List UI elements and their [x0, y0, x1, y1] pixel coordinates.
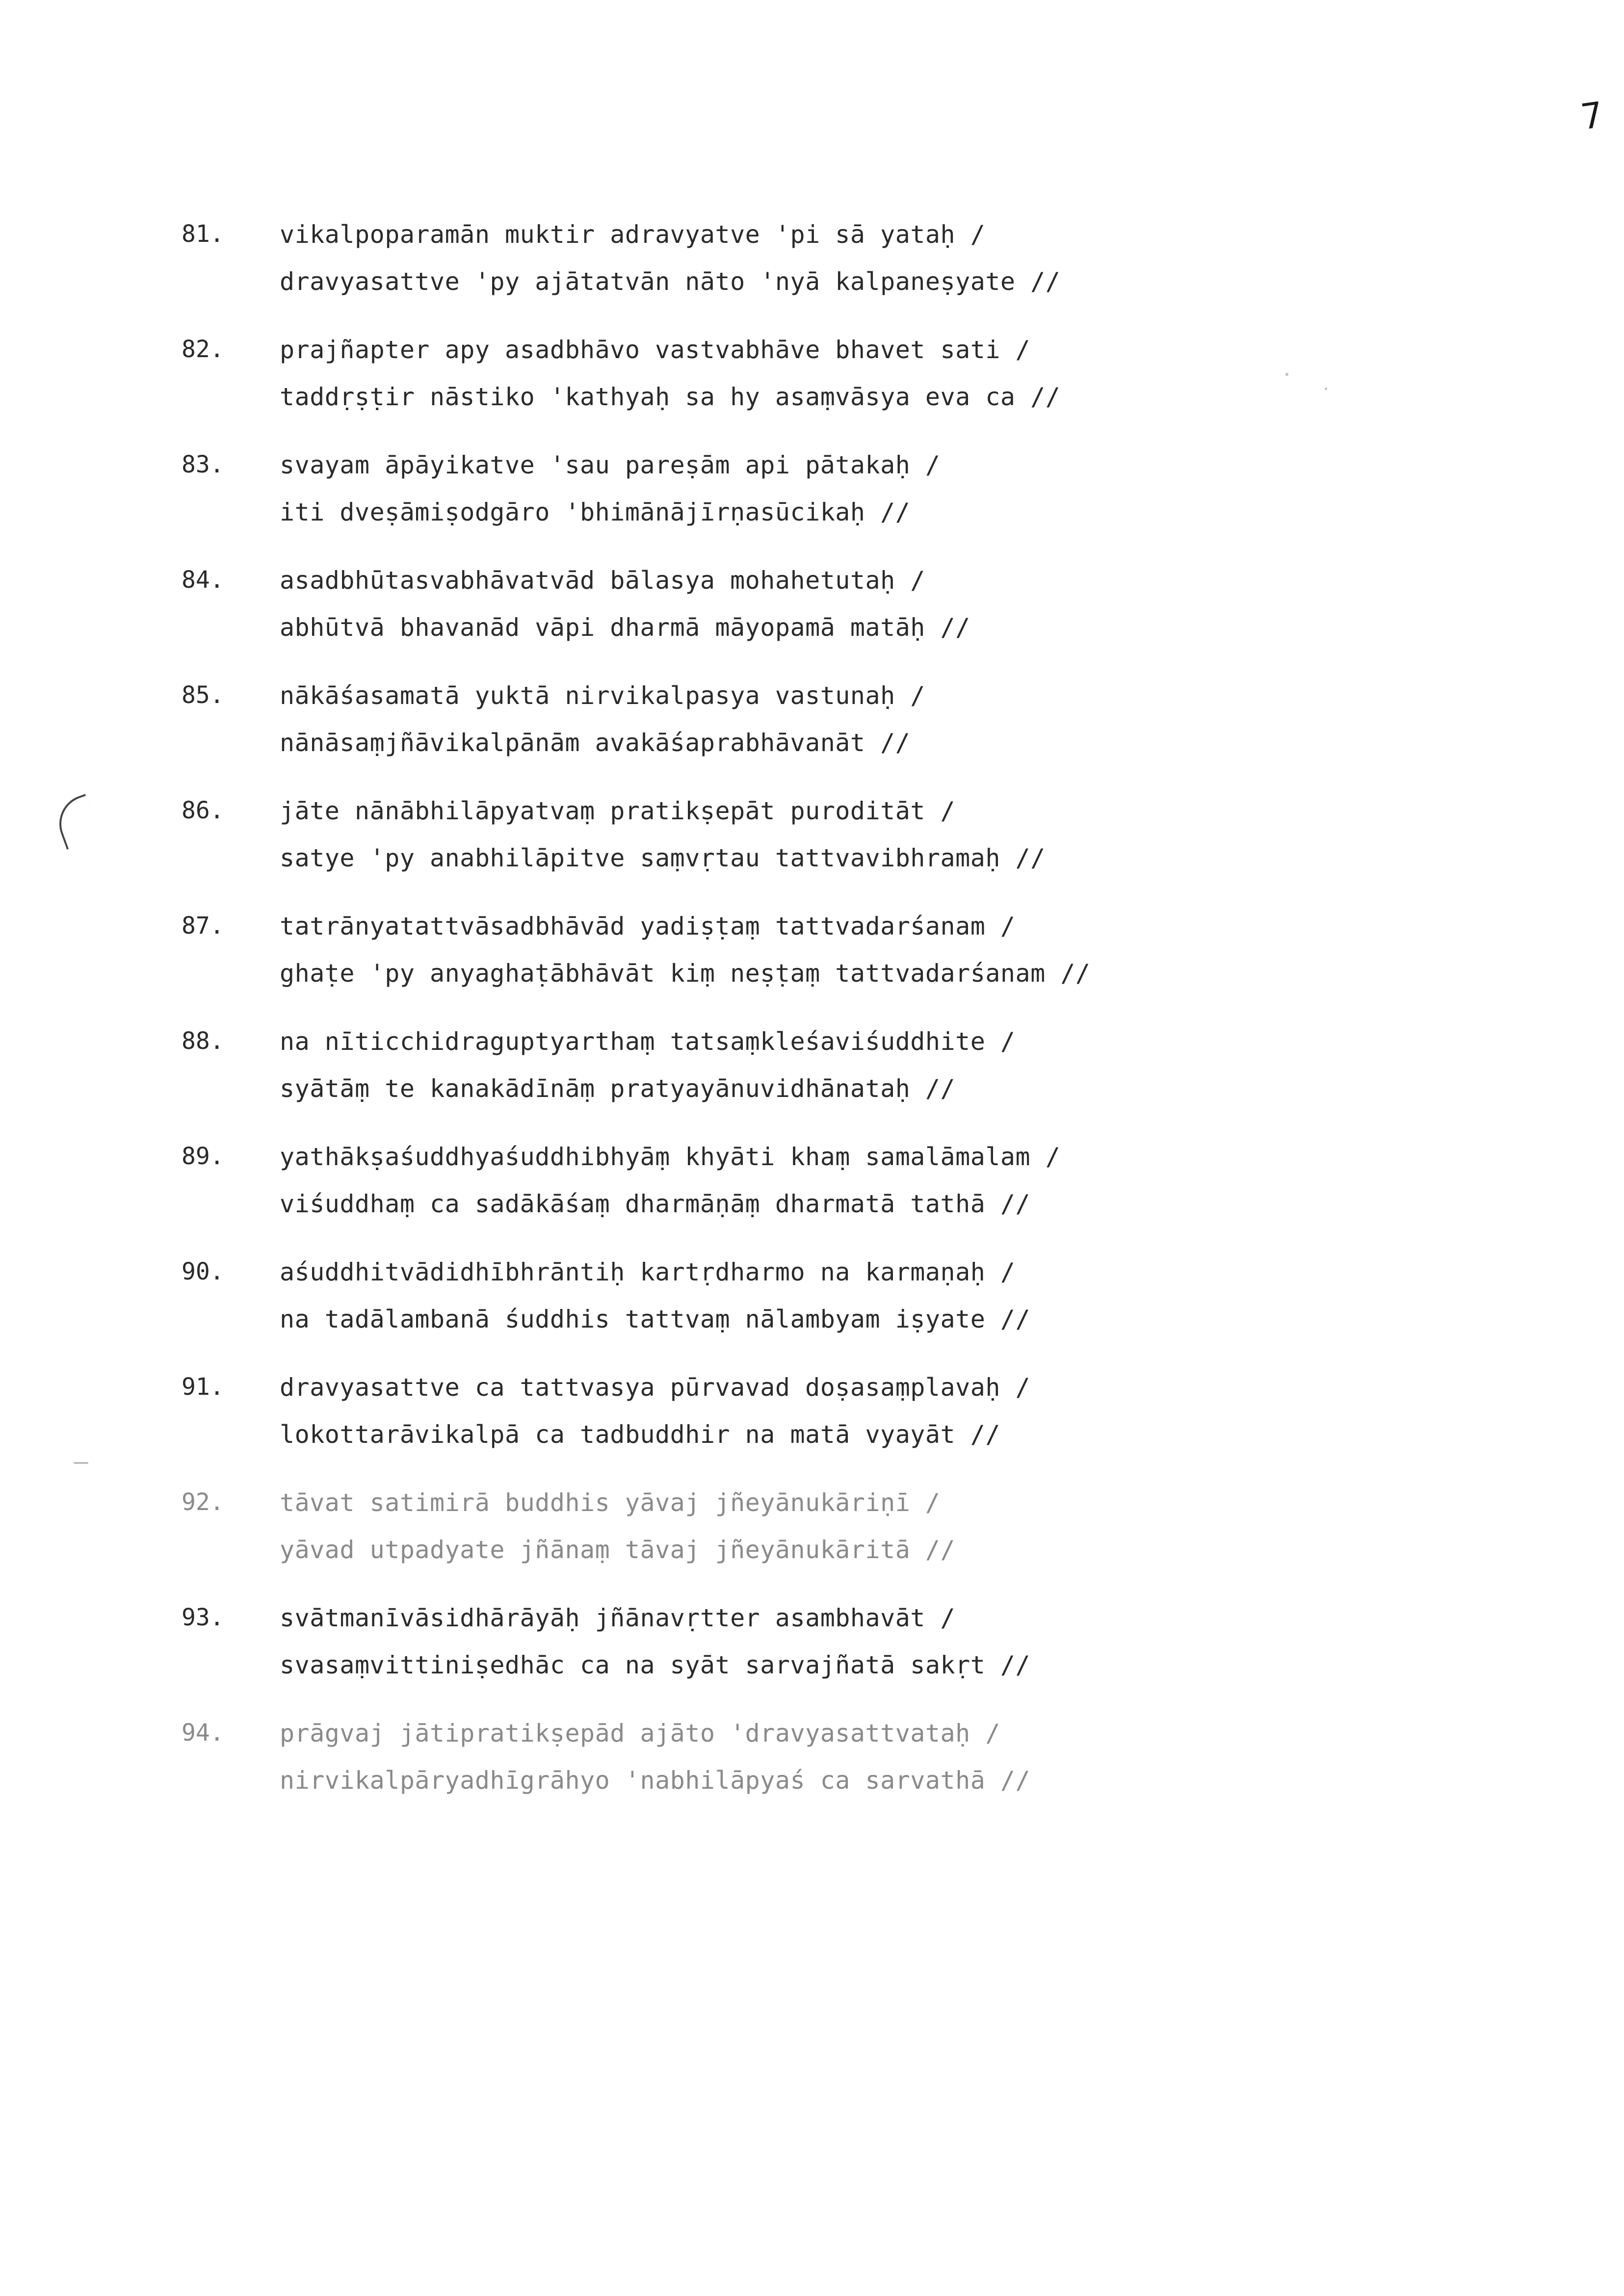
- verse: [167, 1018, 1492, 1133]
- verse-line: nirvikalpāryadhīgrāhyo 'nabhilāpyaś ca sarvathā //: [280, 1766, 1031, 1795]
- verse-line: viśuddhaṃ ca sadākāśaṃ dharmāṇāṃ dharmatā tathā //: [280, 1190, 1031, 1218]
- verse-line: tāvat satimirā buddhis yāvaj jñeyānukāriṇī /: [280, 1488, 941, 1517]
- verse-line: lokottarāvikalpā ca tadbuddhir na matā vyayāt //: [280, 1420, 1000, 1449]
- verse-line: na tadālambanā śuddhis tattvaṃ nālambyam iṣyate //: [280, 1305, 1031, 1333]
- verse: [167, 1710, 1492, 1825]
- verse: [167, 672, 1492, 787]
- verse-number: 86.: [182, 797, 224, 824]
- verse-number: 87.: [182, 912, 224, 939]
- verse: [167, 903, 1492, 1018]
- verse-number: 92.: [182, 1488, 224, 1516]
- verse-line: na nīticchidraguptyarthaṃ tatsaṃkleśaviśuddhite /: [280, 1027, 1016, 1056]
- verse: [167, 787, 1492, 903]
- verse: [167, 1364, 1492, 1479]
- verse-line: vikalpoparamān muktir adravyatve 'pi sā yataḥ /: [280, 220, 986, 249]
- verse-line: nākāśasamatā yuktā nirvikalpasya vastunaḥ /: [280, 681, 925, 710]
- verse-number: 93.: [182, 1604, 224, 1631]
- verse-line: iti dveṣāmiṣodgāro 'bhimānājīrṇasūcikaḥ //: [280, 498, 911, 526]
- verse: [167, 557, 1492, 672]
- verse-line: prajñapter apy asadbhāvo vastvabhāve bhavet sati /: [280, 336, 1031, 364]
- margin-bracket-mark: [51, 794, 101, 850]
- verse-number: 81.: [182, 220, 224, 248]
- verse-text: [280, 211, 1482, 305]
- verse: [167, 1479, 1492, 1594]
- page-number: 7: [1578, 94, 1606, 138]
- verse-text: [280, 442, 1482, 536]
- verse-number: 88.: [182, 1027, 224, 1055]
- verse: [167, 442, 1492, 557]
- verse-text: [280, 787, 1482, 882]
- verse-number: 85.: [182, 681, 224, 709]
- verse-text: [280, 1710, 1482, 1804]
- verse-list: [167, 211, 1492, 1825]
- verse-text: [280, 1364, 1482, 1458]
- scan-speck: [74, 1462, 88, 1464]
- verse-text: [280, 1249, 1482, 1343]
- verse-line: jāte nānābhilāpyatvaṃ pratikṣepāt puroditāt /: [280, 797, 956, 825]
- verse: [167, 1594, 1492, 1710]
- verse-line: nānāsaṃjñāvikalpānām avakāśaprabhāvanāt //: [280, 729, 911, 757]
- verse: [167, 326, 1492, 442]
- verse-text: [280, 1018, 1482, 1112]
- verse-text: [280, 903, 1482, 997]
- verse-line: yāvad utpadyate jñānaṃ tāvaj jñeyānukāritā //: [280, 1536, 956, 1564]
- verse-text: [280, 557, 1482, 651]
- verse-line: syātāṃ te kanakādīnāṃ pratyayānuvidhānataḥ //: [280, 1074, 956, 1103]
- verse-number: 84.: [182, 566, 224, 594]
- verse: [167, 1249, 1492, 1364]
- verse: [167, 211, 1492, 326]
- verse-text: [280, 1479, 1482, 1573]
- verse-number: 94.: [182, 1719, 224, 1747]
- verse-text: [280, 1133, 1482, 1227]
- verse-line: satye 'py anabhilāpitve saṃvṛtau tattvavibhramaḥ //: [280, 844, 1046, 872]
- verse-line: asadbhūtasvabhāvatvād bālasya mohahetutaḥ /: [280, 566, 925, 595]
- verse-line: abhūtvā bhavanād vāpi dharmā māyopamā matāḥ //: [280, 613, 970, 642]
- verse-line: taddṛṣṭir nāstiko 'kathyaḥ sa hy asaṃvāsya eva ca //: [280, 383, 1061, 411]
- verse-line: tatrānyatattvāsadbhāvād yadiṣṭaṃ tattvadarśanam /: [280, 912, 1016, 940]
- verse-number: 91.: [182, 1373, 224, 1401]
- verse-number: 89.: [182, 1143, 224, 1170]
- verse-number: 90.: [182, 1258, 224, 1285]
- verse-number: 83.: [182, 451, 224, 478]
- verse: [167, 1133, 1492, 1249]
- verse-text: [280, 326, 1482, 420]
- verse-text: [280, 1594, 1482, 1689]
- verse-text: [280, 672, 1482, 766]
- verse-line: svasaṃvittiniṣedhāc ca na syāt sarvajñatā sakṛt //: [280, 1651, 1031, 1679]
- verse-line: dravyasattve ca tattvasya pūrvavad doṣasaṃplavaḥ /: [280, 1373, 1031, 1402]
- verse-line: ghaṭe 'py anyaghaṭābhāvāt kiṃ neṣṭaṃ tattvadarśanam //: [280, 959, 1091, 988]
- verse-line: yathākṣaśuddhyaśuddhibhyāṃ khyāti khaṃ samalāmalam /: [280, 1143, 1061, 1171]
- verse-line: aśuddhitvādidhībhrāntiḥ kartṛdharmo na karmaṇaḥ /: [280, 1258, 1016, 1286]
- verse-line: svātmanīvāsidhārāyāḥ jñānavṛtter asambhavāt /: [280, 1604, 956, 1632]
- verse-line: prāgvaj jātipratikṣepād ajāto 'dravyasattvataḥ /: [280, 1719, 1000, 1748]
- verse-number: 82.: [182, 336, 224, 363]
- verse-line: svayam āpāyikatve 'sau pareṣām api pātakaḥ /: [280, 451, 941, 479]
- verse-line: dravyasattve 'py ajātatvān nāto 'nyā kalpaneṣyate //: [280, 267, 1061, 296]
